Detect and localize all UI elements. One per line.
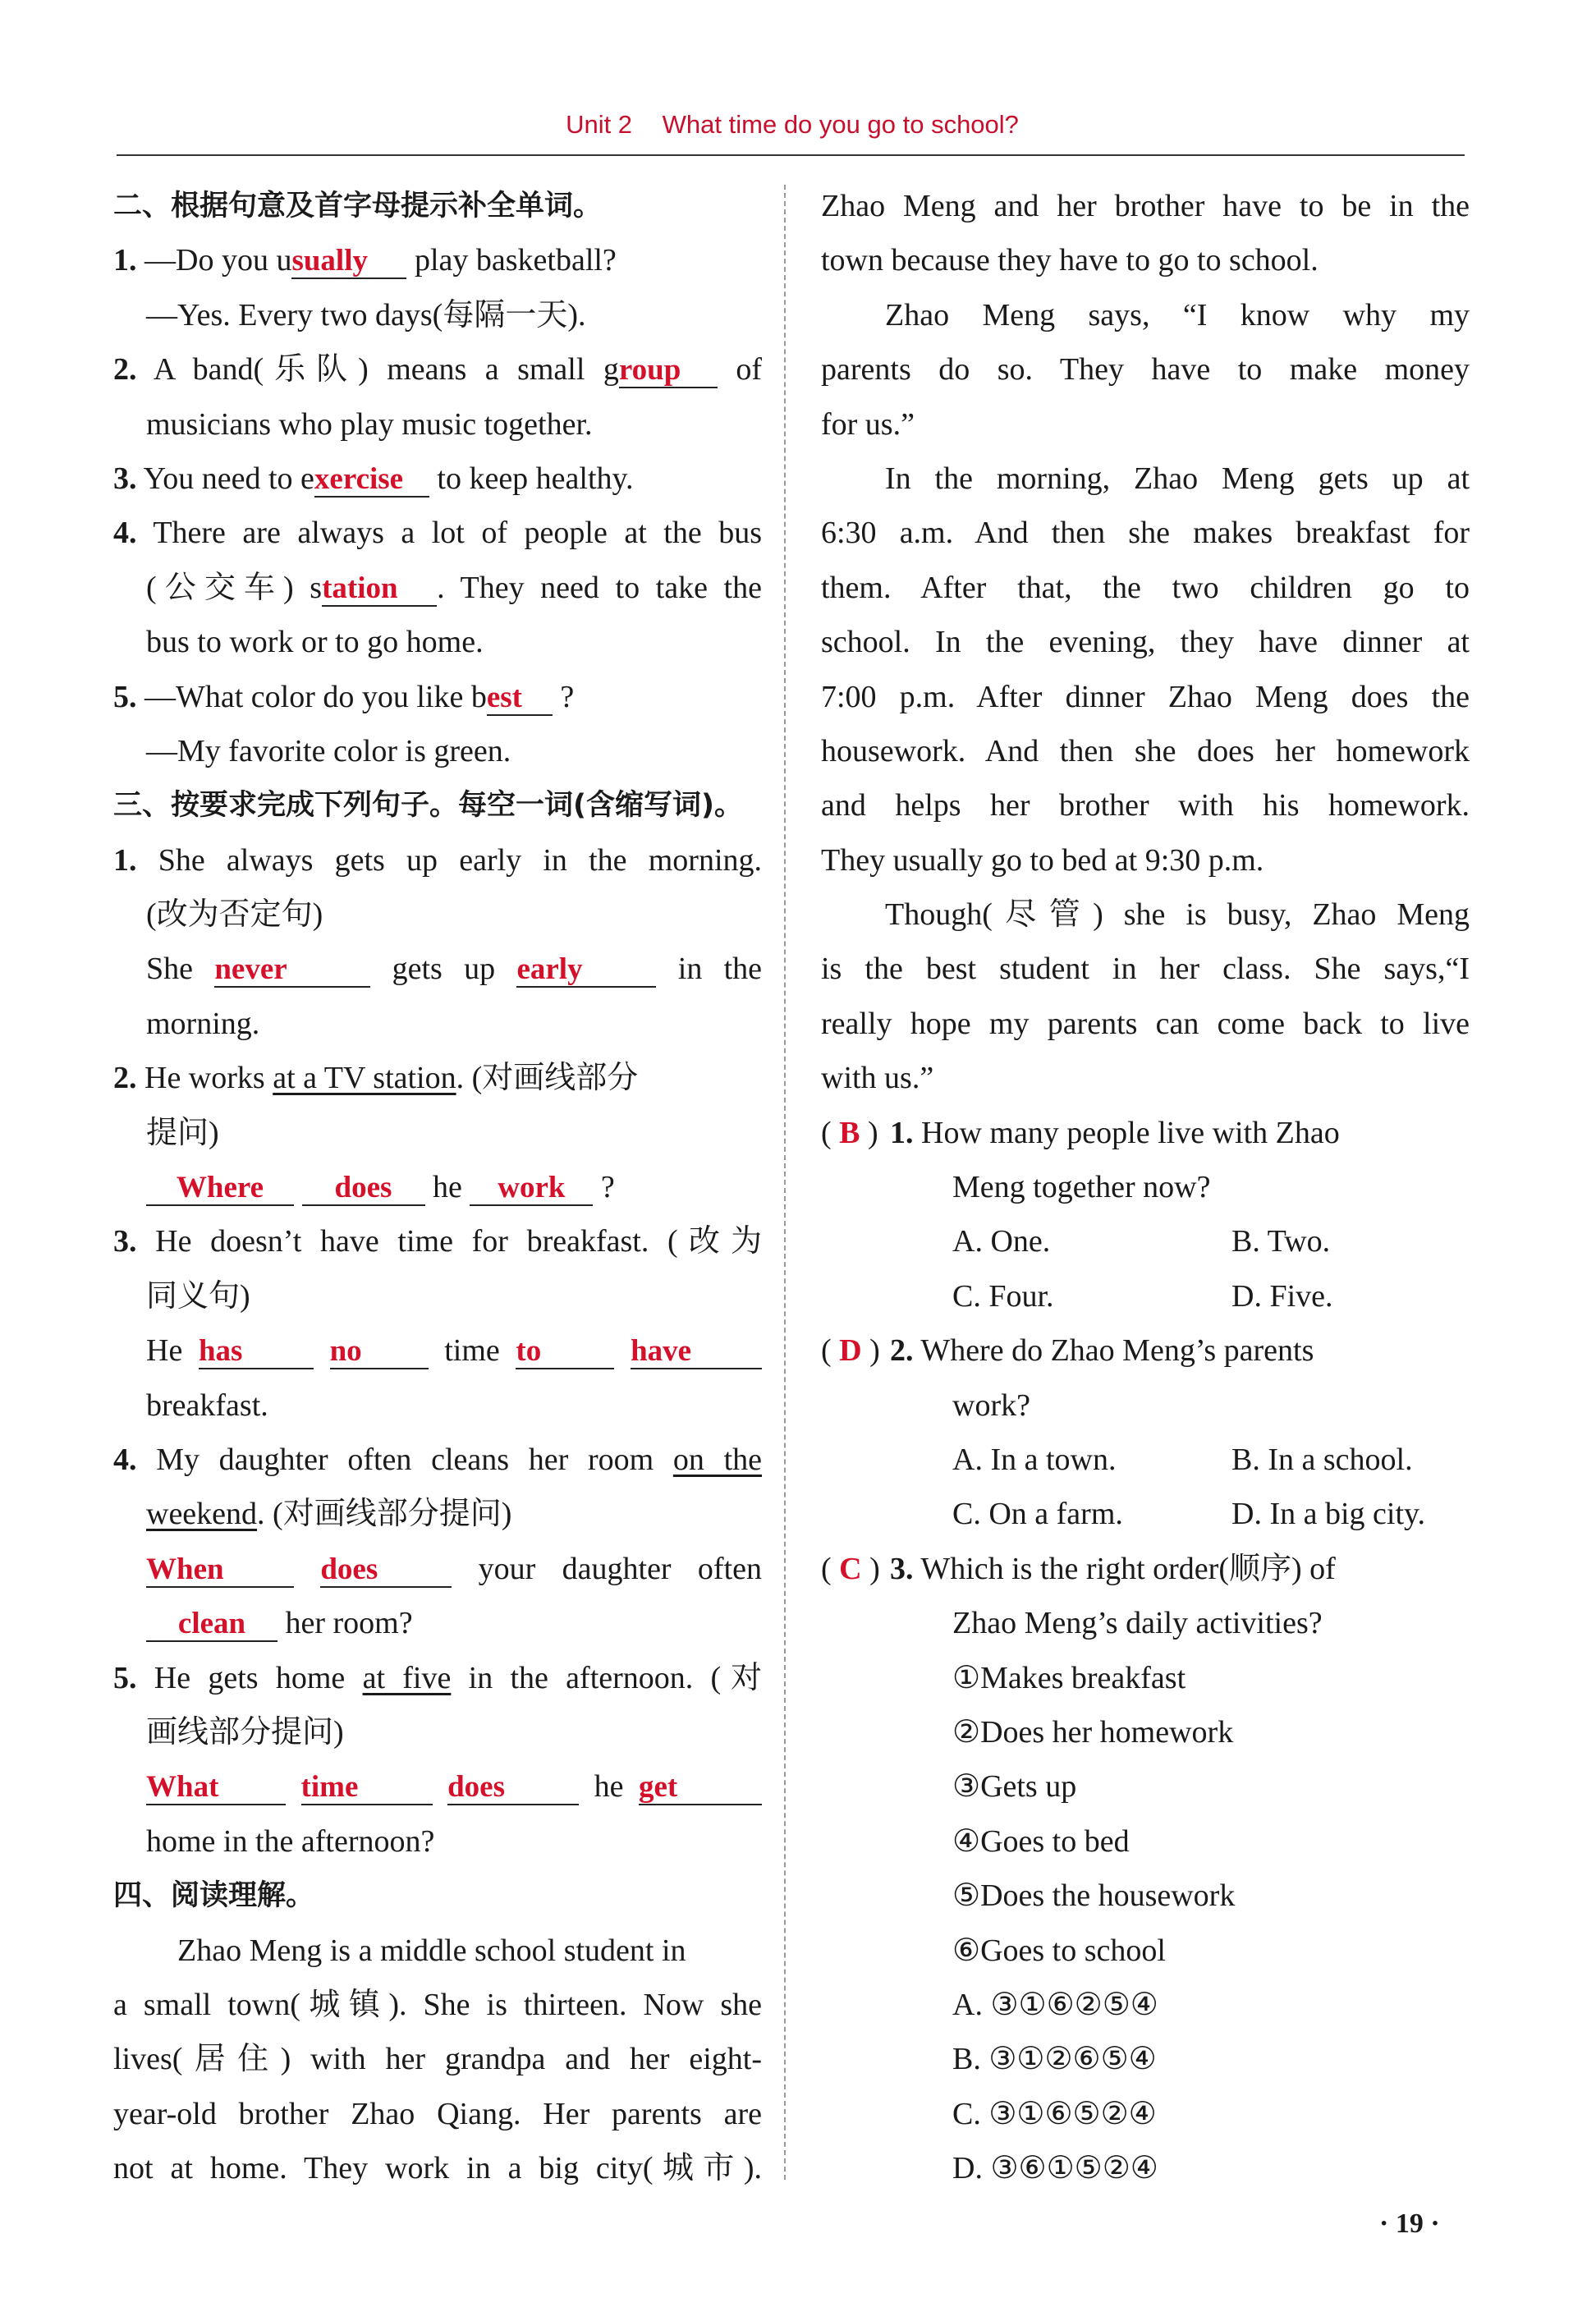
s3-q1-answer2[interactable]: early [516, 953, 656, 988]
rc-q2-line2: work? [952, 1387, 1030, 1423]
column-divider [784, 185, 786, 2180]
header-rule [117, 154, 1465, 156]
option-d[interactable]: D. In a big city. [1231, 1497, 1426, 1532]
s3-q3-answer4[interactable]: have [631, 1335, 762, 1369]
passage-line: town because they have to go to school. [821, 243, 1319, 278]
passage-line: is the best student in her class. She says,“I [821, 952, 1470, 987]
answer-bracket: ( C ) [821, 1551, 880, 1586]
s2-q4-text3: . They need to take the [437, 570, 762, 605]
s3-q1-line4: morning. [146, 1006, 260, 1041]
s3-q3-line1 [113, 1214, 762, 1268]
left-column [113, 179, 762, 2195]
s3-q2-answer2[interactable]: does [302, 1172, 425, 1206]
s3-q4-line3 [113, 1542, 762, 1596]
s3-q4-underlined2: weekend [146, 1497, 258, 1532]
s3-q3-text: He doesn’t have time for breakfast. (改为 [155, 1224, 762, 1259]
s3-q4-text2: . (对画线部分提问) [257, 1497, 512, 1532]
s3-q2-underlined: at a TV station [273, 1061, 456, 1096]
option-c[interactable]: C. Four. [952, 1278, 1054, 1314]
s2-q5-text: —What color do you like b [144, 679, 487, 714]
s2-q4-text2: (公交车) s [146, 570, 323, 605]
option-b[interactable]: B. In a school. [1231, 1442, 1413, 1477]
s3-q2-line2: 提问) [146, 1115, 219, 1150]
s2-q2-text2: of [736, 352, 763, 388]
passage-line: with us.” [821, 1061, 934, 1096]
s3-q5-answer2[interactable]: time [301, 1771, 433, 1805]
section3-title: 三、按要求完成下列句子。每空一词(含缩写词)。 [113, 789, 743, 823]
s3-q1-line2: (改为否定句) [146, 897, 323, 933]
s2-q1-answer[interactable]: sually [291, 245, 406, 279]
s3-q3-text3: time [444, 1333, 500, 1369]
s3-q5-text: He gets home [154, 1660, 346, 1695]
s3-q2-line3 [113, 1160, 762, 1214]
s2-q4-line3: bus to work or to go home. [146, 625, 484, 660]
activity-item: ②Does her homework [952, 1714, 1234, 1750]
s3-q4-text4: her room? [285, 1606, 413, 1641]
option-a[interactable]: A. In a town. [952, 1442, 1117, 1477]
activity-item: ⑤Does the housework [952, 1878, 1236, 1914]
s2-q2-answer[interactable]: roup [619, 354, 718, 388]
question-number: 1. [113, 243, 137, 278]
option-d[interactable]: D. Five. [1231, 1278, 1333, 1314]
question-number: 5. [113, 679, 137, 714]
passage-line: Zhao Meng is a middle school student in [177, 1933, 686, 1968]
passage-line: and helps her brother with his homework. [821, 788, 1470, 823]
s3-q1-line3 [113, 942, 762, 996]
passage-line: 6:30 a.m. And then she makes breakfast for [821, 516, 1470, 551]
s2-q4-line1 [113, 506, 762, 560]
passage-line: year-old brother Zhao Qiang. Her parents are [113, 2096, 762, 2131]
s3-q3-line4: breakfast. [146, 1387, 268, 1423]
option-a[interactable]: A. One. [952, 1224, 1051, 1259]
rc-q3-stem: Which is the right order(顺序) of [920, 1551, 1336, 1586]
s3-q3-answer1[interactable]: has [199, 1335, 314, 1369]
s2-q1-line2: —Yes. Every two days(每隔一天). [146, 297, 586, 333]
rc-q1-line2: Meng together now? [952, 1170, 1211, 1205]
passage-line: Zhao Meng says, “I know why my [885, 297, 1470, 333]
s3-q5-line2: 画线部分提问) [146, 1714, 344, 1750]
rc-q2-answer[interactable]: D [839, 1333, 862, 1369]
s2-q5-answer[interactable]: est [487, 681, 553, 716]
passage-line: a small town(城镇). She is thirteen. Now she [113, 1987, 762, 2022]
s2-q1-text2: play basketball? [414, 243, 617, 278]
running-header [115, 110, 1470, 140]
answer-bracket: ( B ) [821, 1115, 878, 1150]
s3-q1-text4: in the [677, 952, 763, 987]
s3-q4-answer1[interactable]: When [146, 1553, 294, 1588]
passage-line: In the morning, Zhao Meng gets up at [885, 461, 1470, 496]
rc-q1-answer[interactable]: B [839, 1115, 860, 1150]
rc-q2-options-row1 [821, 1433, 1470, 1487]
s2-q1-line1 [113, 233, 762, 287]
s2-q2-line2: musicians who play music together. [146, 406, 593, 442]
s2-q4-text: There are always a lot of people at the bus [153, 516, 762, 551]
s3-q4-answer3[interactable]: clean [146, 1608, 277, 1642]
s3-q1-text3: gets up [392, 952, 496, 987]
option-c[interactable]: C. On a farm. [952, 1497, 1123, 1532]
answer-bracket: ( D ) [821, 1333, 880, 1369]
passage-line: Zhao Meng and her brother have to be in the [821, 189, 1470, 223]
s3-q2-text: He works [144, 1061, 265, 1096]
s3-q2-answer3[interactable]: work [470, 1172, 593, 1206]
s2-q3-answer[interactable]: xercise [314, 463, 429, 498]
option-a[interactable]: A. ③①⑥②⑤④ [952, 1987, 1158, 2022]
s3-q2-text2: . (对画线部分 [456, 1061, 639, 1096]
passage-line: parents do so. They have to make money [821, 352, 1470, 388]
passage-line: lives(居住) with her grandpa and her eight- [113, 2042, 762, 2077]
passage-line: for us.” [821, 406, 915, 442]
question-number: 3. [113, 461, 137, 496]
s2-q3-text2: to keep healthy. [437, 461, 634, 496]
rc-q1-line1 [821, 1106, 1470, 1160]
s2-q4-answer[interactable]: tation [322, 572, 437, 607]
option-b[interactable]: B. ③①②⑥⑤④ [952, 2042, 1157, 2077]
s2-q3-text: You need to e [143, 461, 314, 496]
s3-q4-line2 [113, 1487, 762, 1541]
passage-line: housework. And then she does her homework [821, 733, 1470, 768]
s2-q5-line2: —My favorite color is green. [146, 733, 511, 768]
s2-q2-text: A band(乐队) means a small g [153, 352, 619, 388]
option-c[interactable]: C. ③①⑥⑤②④ [952, 2096, 1157, 2131]
right-column [821, 179, 1470, 2195]
rc-q2-options-row2 [821, 1487, 1470, 1541]
s3-q3-line2: 同义句) [146, 1278, 250, 1314]
question-number: 3. [113, 1224, 137, 1259]
unit-title: What time do you go to school? [662, 110, 1019, 139]
s3-q1-line1 [113, 833, 762, 887]
s3-q2-text4: ? [600, 1170, 615, 1205]
s3-q5-underlined: at five [362, 1660, 452, 1695]
passage-line: really hope my parents can come back to live [821, 1006, 1470, 1041]
rc-q2-stem: Where do Zhao Meng’s parents [920, 1333, 1314, 1369]
section2-title: 二、根据句意及首字母提示补全单词。 [113, 190, 603, 222]
s3-q5-answer3[interactable]: does [447, 1771, 579, 1805]
s3-q4-text: My daughter often cleans her room [156, 1442, 654, 1477]
question-number: 2. [113, 1061, 137, 1096]
section4-title: 四、阅读理解。 [113, 1879, 315, 1913]
s2-q2-line1 [113, 342, 762, 397]
unit-label: Unit 2 [566, 110, 633, 139]
option-d[interactable]: D. ③⑥①⑤②④ [952, 2151, 1158, 2186]
passage-line: them. After that, the two children go to [821, 570, 1470, 605]
question-number: 2. [890, 1333, 914, 1369]
activity-item: ①Makes breakfast [952, 1660, 1186, 1695]
s3-q4-text3: your daughter often [478, 1551, 762, 1586]
s2-q4-line2 [113, 561, 762, 615]
s3-q3-text2: He [146, 1333, 183, 1369]
s3-q5-line3 [113, 1759, 762, 1814]
s3-q2-line1 [113, 1051, 762, 1105]
page-number: · 19 · [1379, 2208, 1440, 2239]
activity-item: ③Gets up [952, 1769, 1077, 1805]
passage-line: school. In the evening, they have dinner at [821, 625, 1470, 660]
question-number: 2. [113, 352, 137, 388]
rc-q3-line1 [821, 1542, 1470, 1596]
s3-q1-answer1[interactable]: never [214, 953, 370, 988]
passage-line: 7:00 p.m. After dinner Zhao Meng does the [821, 679, 1470, 714]
option-b[interactable]: B. Two. [1231, 1224, 1331, 1259]
activity-item: ⑥Goes to school [952, 1933, 1166, 1968]
s3-q5-answer4[interactable]: get [639, 1771, 762, 1805]
passage-line: They usually go to bed at 9:30 p.m. [821, 842, 1264, 878]
rc-q3-line2: Zhao Meng’s daily activities? [952, 1606, 1323, 1641]
s3-q2-answer1[interactable]: Where [146, 1172, 294, 1206]
question-number: 4. [113, 1442, 137, 1477]
s3-q5-answer1[interactable]: What [146, 1771, 286, 1805]
s2-q1-text: —Do you u [144, 243, 292, 278]
passage-line: not at home. They work in a big city(城市). [113, 2151, 762, 2186]
s2-q5-line1 [113, 670, 762, 724]
activity-item: ④Goes to bed [952, 1823, 1130, 1859]
s3-q4-underlined: on the [672, 1442, 762, 1477]
s3-q3-answer3[interactable]: to [516, 1335, 614, 1369]
s3-q4-line4 [113, 1596, 762, 1650]
rc-q2-line1 [821, 1323, 1470, 1378]
question-number: 4. [113, 516, 137, 551]
s3-q1-text2: She [146, 952, 193, 987]
s3-q5-text2: in the afternoon. (对 [468, 1660, 762, 1695]
s2-q3-line1 [113, 452, 762, 506]
s3-q4-line1 [113, 1433, 762, 1487]
s3-q5-text3: he [594, 1769, 624, 1805]
s3-q3-line3 [113, 1323, 762, 1378]
passage-line: Though(尽管) she is busy, Zhao Meng [885, 897, 1470, 933]
s3-q3-answer2[interactable]: no [330, 1335, 429, 1369]
s3-q5-line1 [113, 1651, 762, 1705]
rc-q3-answer[interactable]: C [839, 1551, 862, 1586]
rc-q1-stem: How many people live with Zhao [921, 1115, 1340, 1150]
s3-q2-text3: he [433, 1170, 462, 1205]
rc-q1-options-row2 [821, 1269, 1470, 1323]
s3-q5-line4: home in the afternoon? [146, 1823, 435, 1859]
s3-q4-answer2[interactable]: does [320, 1553, 452, 1588]
s3-q1-text: She always gets up early in the morning. [158, 842, 762, 878]
s2-q5-text2: ? [560, 679, 575, 714]
question-number: 1. [113, 842, 137, 878]
question-number: 3. [890, 1551, 914, 1586]
rc-q1-options-row1 [821, 1214, 1470, 1268]
question-number: 5. [113, 1660, 137, 1695]
question-number: 1. [890, 1115, 914, 1150]
